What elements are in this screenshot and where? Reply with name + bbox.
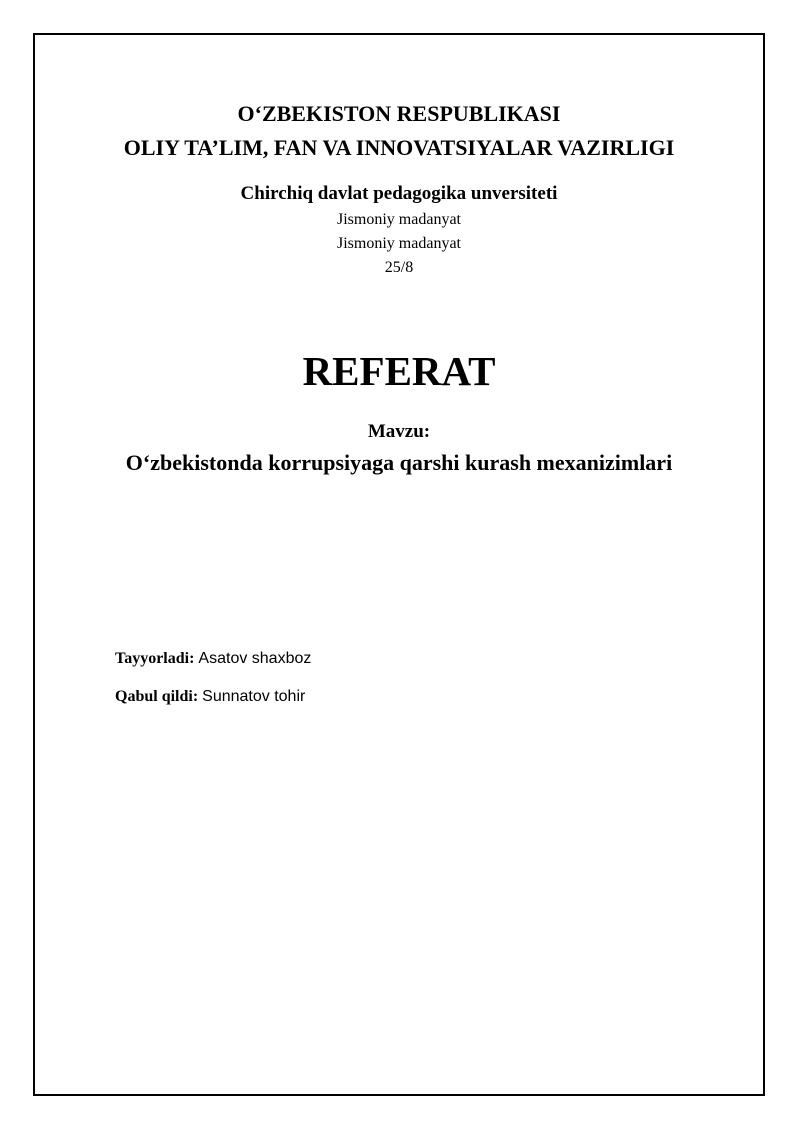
topic-title: O‘zbekistonda korrupsiyaga qarshi kurash mexanizimlari xyxy=(125,450,673,475)
document-type-title: REFERAT xyxy=(302,348,496,394)
group-number: 25/8 xyxy=(384,259,414,276)
prepared-by-line xyxy=(115,647,311,671)
faculty-name: Jismoniy madanyat xyxy=(337,211,461,228)
accepted-by-line xyxy=(115,685,305,709)
university-name: Chirchiq davlat pedagogika unversiteti xyxy=(240,183,558,204)
topic-label: Mavzu: xyxy=(367,421,431,442)
header-title xyxy=(33,97,765,165)
accepted-by-label: Qabul qildi: xyxy=(115,688,199,705)
institution-details xyxy=(33,208,765,280)
country-name: O‘ZBEKISTON RESPUBLIKASI xyxy=(237,101,561,126)
accepted-by-name: Sunnatov tohir xyxy=(202,688,306,705)
prepared-by-name: Asatov shaxboz xyxy=(198,650,312,667)
department-name: Jismoniy madanyat xyxy=(337,235,461,252)
ministry-name: OLIY TA’LIM, FAN VA INNOVATSIYALAR VAZIRLIGI xyxy=(123,135,675,160)
prepared-by-label: Tayyorladi: xyxy=(115,650,195,667)
